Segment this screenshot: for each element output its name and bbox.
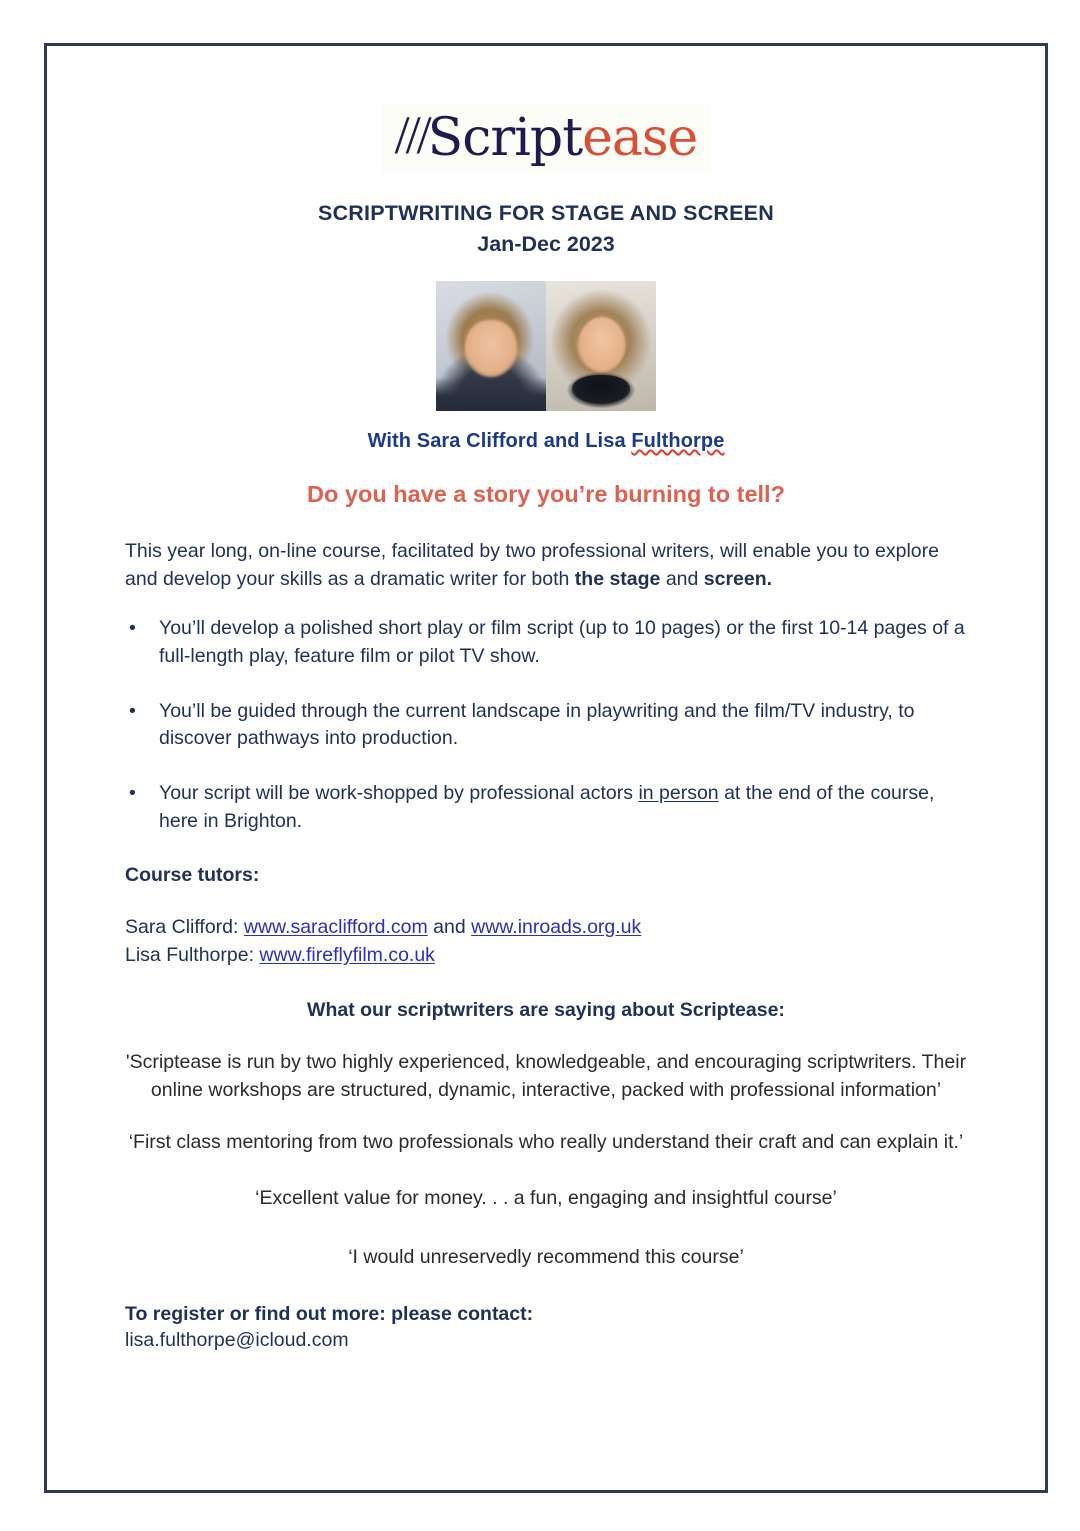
link-inroads-org-uk[interactable]: www.inroads.org.uk bbox=[471, 915, 642, 938]
photo-caption-text: With Sara Clifford and Lisa bbox=[367, 430, 632, 453]
list-item bbox=[125, 780, 967, 835]
feature-bullet-list bbox=[125, 615, 967, 835]
photo-pair bbox=[436, 281, 656, 411]
logo-container bbox=[47, 104, 1045, 172]
course-tutors-links bbox=[125, 913, 967, 969]
intro-bold-stage: the stage bbox=[574, 567, 661, 590]
testimonial-quote: ‘First class mentoring from two professionals who really understand their craft and can explain it.’ bbox=[128, 1131, 964, 1154]
course-tutors-heading: Course tutors: bbox=[125, 863, 260, 886]
link-saraclifford-com[interactable]: www.saraclifford.com bbox=[243, 915, 428, 938]
body-block bbox=[125, 538, 967, 1354]
list-item-text: You’ll be guided through the current landscape in playwriting and the film/TV industry, to discover pathways into production. bbox=[159, 699, 915, 750]
list-item bbox=[125, 698, 967, 753]
intro-text-part1: This year long, on-line course, facilitated by two professional writers, will enable you to explore and develop your skills as a dramatic writer for both bbox=[125, 540, 939, 590]
contact-heading: To register or find out more: please contact: bbox=[125, 1303, 534, 1326]
intro-paragraph bbox=[125, 538, 967, 593]
page-border-frame bbox=[44, 43, 1048, 1493]
tutor-conjunction: and bbox=[427, 915, 472, 938]
bullet-dot-icon: • bbox=[129, 782, 136, 805]
tagline: Do you have a story you’re burning to tell? bbox=[307, 481, 785, 508]
logo-word-ease: ease bbox=[582, 108, 698, 168]
photo-caption-misspelled-word: Fulthorpe bbox=[631, 430, 725, 453]
list-item-text-part1: Your script will be work-shopped by professional actors bbox=[159, 782, 639, 805]
portrait-sara-clifford bbox=[436, 281, 546, 411]
scriptease-logo bbox=[381, 104, 712, 172]
testimonial-quote: 'Scriptease is run by two highly experienced, knowledgeable, and encouraging scriptwriters. Their online workshops are structured, dynamic, interactive, packed with professional information’ bbox=[125, 1050, 967, 1101]
testimonials-heading: What our scriptwriters are saying about Scriptease: bbox=[307, 998, 785, 1021]
list-item-text-part2: at the end of the course, here in Brighton. bbox=[159, 782, 935, 832]
tutor-line-lisa bbox=[125, 941, 967, 969]
logo-slashes-icon: /// bbox=[394, 105, 428, 165]
tutor-name-sara: Sara Clifford: bbox=[125, 915, 244, 938]
tutor-photos bbox=[47, 281, 1045, 416]
photo-caption bbox=[47, 430, 1045, 453]
intro-bold-screen: screen. bbox=[703, 567, 773, 590]
logo-word-script: Script bbox=[427, 108, 583, 168]
tutor-name-lisa: Lisa Fulthorpe: bbox=[125, 943, 260, 966]
bullet-dot-icon: • bbox=[129, 617, 136, 640]
list-item-underlined-phrase: in person bbox=[638, 782, 719, 805]
list-item-text: You’ll develop a polished short play or film script (up to 10 pages) or the first 10-14 pages of a full-length play, feature film or pilot TV show. bbox=[159, 617, 965, 668]
testimonial-quote: ‘Excellent value for money. . . a fun, engaging and insightful course’ bbox=[255, 1187, 837, 1210]
contact-email: lisa.fulthorpe@icloud.com bbox=[125, 1329, 349, 1352]
page-content bbox=[47, 46, 1045, 1490]
testimonial-quote: ‘I would unreservedly recommend this course’ bbox=[348, 1245, 744, 1268]
tutor-line-sara bbox=[125, 913, 967, 941]
document-subtitle: Jan-Dec 2023 bbox=[477, 231, 615, 256]
bullet-dot-icon: • bbox=[129, 699, 136, 722]
portrait-lisa-fulthorpe bbox=[546, 281, 656, 411]
intro-text-part2: and bbox=[660, 567, 704, 590]
link-fireflyfilm-co-uk[interactable]: www.fireflyfilm.co.uk bbox=[259, 943, 435, 966]
document-title: SCRIPTWRITING FOR STAGE AND SCREEN bbox=[318, 201, 774, 225]
list-item bbox=[125, 615, 967, 670]
